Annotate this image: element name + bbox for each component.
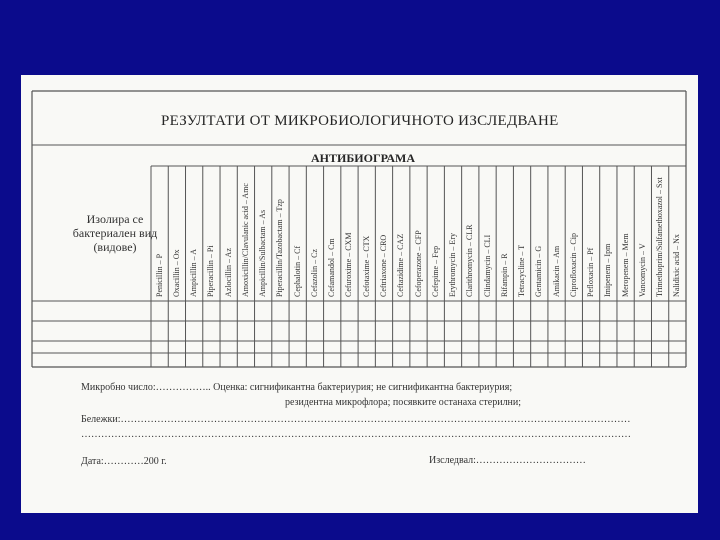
antibiotic-column-header: Cefazolin – Cz bbox=[309, 249, 319, 297]
examined-by-line: Изследвал:…………………………… bbox=[429, 455, 586, 466]
antibiotic-column-header: Piperacillin/Tazobactam – Tzp bbox=[275, 199, 285, 297]
antibiotic-column-header: Amikacin – Am bbox=[551, 245, 561, 297]
antibiotic-column-header: Cefepime – Fep bbox=[430, 245, 440, 297]
antibiotic-column-header: Azlocillin – Az bbox=[223, 248, 233, 297]
antibiotic-column-header: Cefoperazone – CFP bbox=[413, 230, 423, 297]
antibiotic-column-header: Erythromycin – Ery bbox=[448, 233, 458, 297]
antibiotic-column-header: Amoxicillin/Clavulanic acid – Amc bbox=[240, 183, 250, 297]
antibiotic-column-header: Cefuroxime – CXM bbox=[344, 232, 354, 297]
isolate-header: Изолира се бактериален вид (видове) bbox=[72, 212, 158, 254]
antibiotic-column-header: Cefotaxime – CTX bbox=[361, 235, 371, 297]
antibiotic-column-header: Cefamandol – Cm bbox=[327, 238, 337, 297]
antibiotic-column-header: Ciprofloxacin – Cip bbox=[568, 233, 578, 297]
form-grid-lines bbox=[21, 75, 698, 513]
antibiotic-column-header: Trimethoprim/Sulfamethoxazol – Sxt bbox=[655, 177, 665, 297]
microbial-count-line-continued: резидентна микрофлора; посявките останаха стерилни; bbox=[285, 397, 522, 408]
date-line: Дата:…………200 г. bbox=[81, 456, 167, 467]
antibiotic-column-header: Oxacillin – Ox bbox=[171, 249, 181, 297]
antibiotic-column-header: Imipenem – Ipm bbox=[603, 243, 613, 297]
antibiotic-column-header: Clindamycin – CLI bbox=[482, 234, 492, 297]
antibiotic-column-header: Cephalotin – Cf bbox=[292, 245, 302, 297]
antibiotic-column-header: Rifampin – R bbox=[499, 253, 509, 297]
antibiotic-column-header: Meropenem – Mem bbox=[620, 233, 630, 297]
microbial-count-line: Микробно число:…………….. Оценка: сигнификантна бактериурия; не сигнификантна бактериурия; bbox=[81, 382, 513, 393]
notes-line: Бележки:……………………………………………………………………………………………………………………………………… bbox=[81, 414, 631, 425]
antibiotic-column-header: Nalidixic acid – Nx bbox=[672, 234, 682, 297]
notes-line-continued: ………………………………………………………………………………………………………………………………………………… bbox=[81, 429, 631, 440]
antibiotic-column-header: Ampicillin/Sulbactam – As bbox=[258, 209, 268, 297]
antibiotic-column-header: Piperacillin – Pi bbox=[206, 245, 216, 297]
antibiotic-column-header: Ceftriaxone – CRO bbox=[378, 234, 388, 297]
lab-form-sheet bbox=[21, 75, 698, 513]
antibiotic-column-header: Gentamicin – G bbox=[534, 245, 544, 297]
antibiotic-column-header: Vancomycin – V bbox=[637, 243, 647, 297]
antibiotic-column-header: Penicillin – P bbox=[154, 253, 164, 297]
antibiotic-column-header: Clarithromycin – CLR bbox=[465, 224, 475, 297]
form-title: РЕЗУЛТАТИ ОТ МИКРОБИОЛОГИЧНОТО ИЗСЛЕДВАНЕ bbox=[161, 113, 559, 129]
antibiogram-title: АНТИБИОГРАМА bbox=[311, 151, 416, 165]
antibiotic-column-header: Ceftazidime – CAZ bbox=[396, 233, 406, 297]
antibiotic-column-header: Ampicillin – A bbox=[189, 249, 199, 297]
antibiotic-column-header: Tetracycline – T bbox=[517, 244, 527, 297]
antibiotic-column-header: Pefloxacin – Pf bbox=[586, 247, 596, 297]
